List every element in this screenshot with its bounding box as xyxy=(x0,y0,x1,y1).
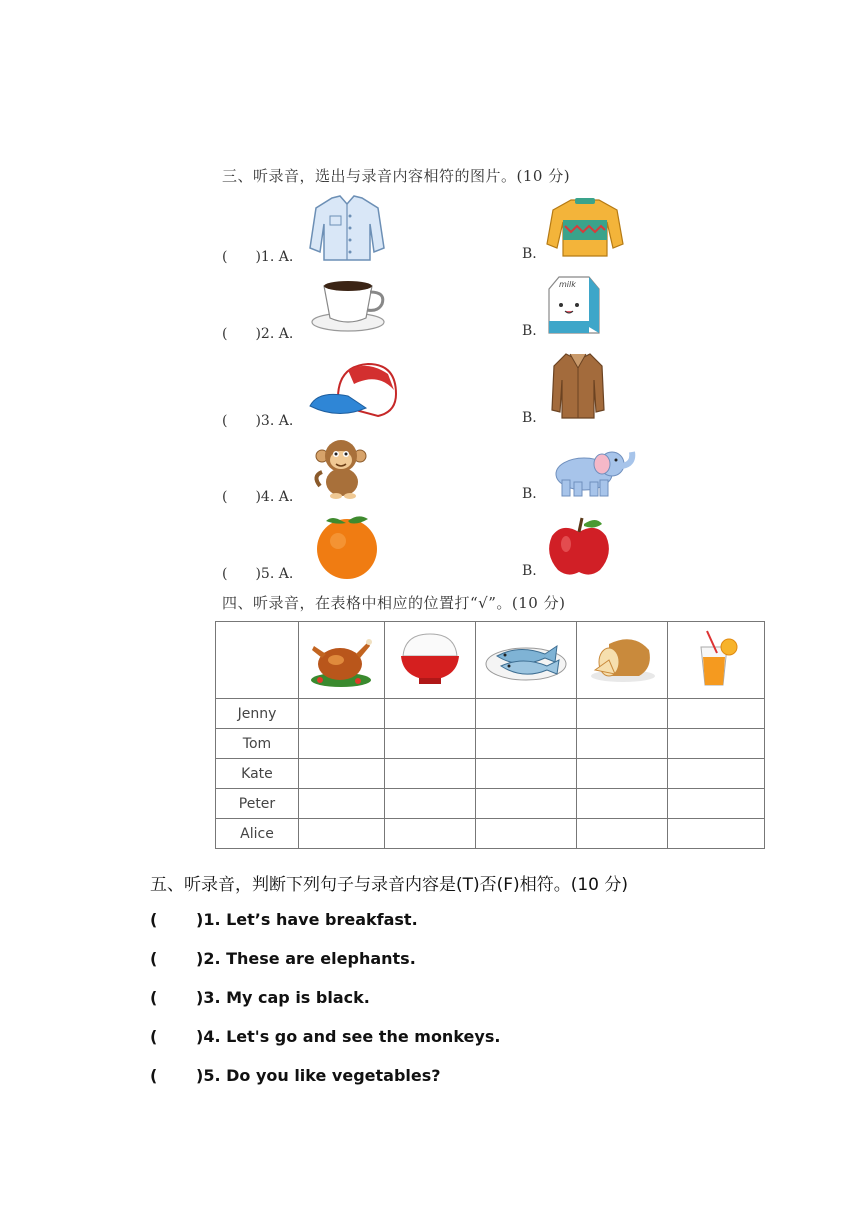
coat-icon xyxy=(550,350,606,420)
question-1-label: ( )1. A. xyxy=(222,249,294,265)
column-chicken xyxy=(298,622,384,699)
answer-cell[interactable] xyxy=(475,699,576,729)
answer-cell[interactable] xyxy=(668,789,765,819)
name-cell: Alice xyxy=(216,819,299,849)
milk-carton-icon xyxy=(545,275,603,335)
part5-item-2-text: )2. These are elephants. xyxy=(196,949,416,968)
name-cell: Kate xyxy=(216,759,299,789)
answer-cell[interactable] xyxy=(668,759,765,789)
monkey-icon xyxy=(312,436,368,500)
table-corner-cell xyxy=(216,622,299,699)
part5-item-1-paren: ( xyxy=(150,910,158,929)
question-5-label: ( )5. A. xyxy=(222,566,294,582)
milk-label: milk xyxy=(559,280,576,289)
name-cell: Jenny xyxy=(216,699,299,729)
answer-cell[interactable] xyxy=(576,789,668,819)
question-3-option-b: B. xyxy=(522,410,537,426)
answer-cell[interactable] xyxy=(475,789,576,819)
answer-cell[interactable] xyxy=(384,789,475,819)
answer-cell[interactable] xyxy=(576,729,668,759)
question-3-label: ( )3. A. xyxy=(222,413,294,429)
juice-icon xyxy=(691,627,741,689)
answer-cell[interactable] xyxy=(475,729,576,759)
answer-cell[interactable] xyxy=(475,759,576,789)
coffee-cup-icon xyxy=(310,274,390,336)
part5-item-5-text: )5. Do you like vegetables? xyxy=(196,1066,441,1085)
answer-cell[interactable] xyxy=(576,819,668,849)
apple-icon xyxy=(544,516,614,578)
answer-cell[interactable] xyxy=(576,759,668,789)
answer-cell[interactable] xyxy=(298,759,384,789)
rice-bowl-icon xyxy=(397,628,463,688)
answer-cell[interactable] xyxy=(384,729,475,759)
answer-cell[interactable] xyxy=(668,819,765,849)
question-1-option-b: B. xyxy=(522,246,537,262)
answer-cell[interactable] xyxy=(298,729,384,759)
answer-cell[interactable] xyxy=(668,699,765,729)
column-fish xyxy=(475,622,576,699)
answer-cell[interactable] xyxy=(298,699,384,729)
fish-plate-icon xyxy=(483,630,569,686)
answer-cell[interactable] xyxy=(384,699,475,729)
elephant-icon xyxy=(546,448,638,500)
cap-icon xyxy=(308,360,400,420)
orange-icon xyxy=(312,513,382,579)
part4-title: 四、听录音，在表格中相应的位置打“√”。(10 分) xyxy=(222,594,566,612)
name-cell: Peter xyxy=(216,789,299,819)
question-2-option-b: B. xyxy=(522,323,537,339)
chicken-icon xyxy=(308,628,374,688)
name-cell: Tom xyxy=(216,729,299,759)
shirt-icon xyxy=(308,194,386,262)
answer-cell[interactable] xyxy=(576,699,668,729)
part5-item-5-paren: ( xyxy=(150,1066,158,1085)
part5-item-4-text: )4. Let's go and see the monkeys. xyxy=(196,1027,501,1046)
answer-table xyxy=(215,621,765,849)
sweater-icon xyxy=(545,196,625,258)
column-rice xyxy=(384,622,475,699)
question-4-option-b: B. xyxy=(522,486,537,502)
answer-cell[interactable] xyxy=(298,819,384,849)
answer-cell[interactable] xyxy=(384,759,475,789)
part5-title: 五、听录音，判断下列句子与录音内容是(T)否(F)相符。(10 分) xyxy=(150,875,628,895)
part5-item-2-paren: ( xyxy=(150,949,158,968)
question-2-label: ( )2. A. xyxy=(222,326,294,342)
answer-cell[interactable] xyxy=(298,789,384,819)
question-4-label: ( )4. A. xyxy=(222,489,294,505)
answer-cell[interactable] xyxy=(668,729,765,759)
answer-cell[interactable] xyxy=(384,819,475,849)
answer-cell[interactable] xyxy=(475,819,576,849)
question-5-option-b: B. xyxy=(522,563,537,579)
part5-item-4-paren: ( xyxy=(150,1027,158,1046)
part5-item-3-paren: ( xyxy=(150,988,158,1007)
part3-title: 三、听录音，选出与录音内容相符的图片。(10 分) xyxy=(222,167,571,185)
part5-item-3-text: )3. My cap is black. xyxy=(196,988,370,1007)
column-bread xyxy=(576,622,668,699)
bread-icon xyxy=(587,630,657,686)
column-juice xyxy=(668,622,765,699)
part5-item-1-text: )1. Let’s have breakfast. xyxy=(196,910,418,929)
